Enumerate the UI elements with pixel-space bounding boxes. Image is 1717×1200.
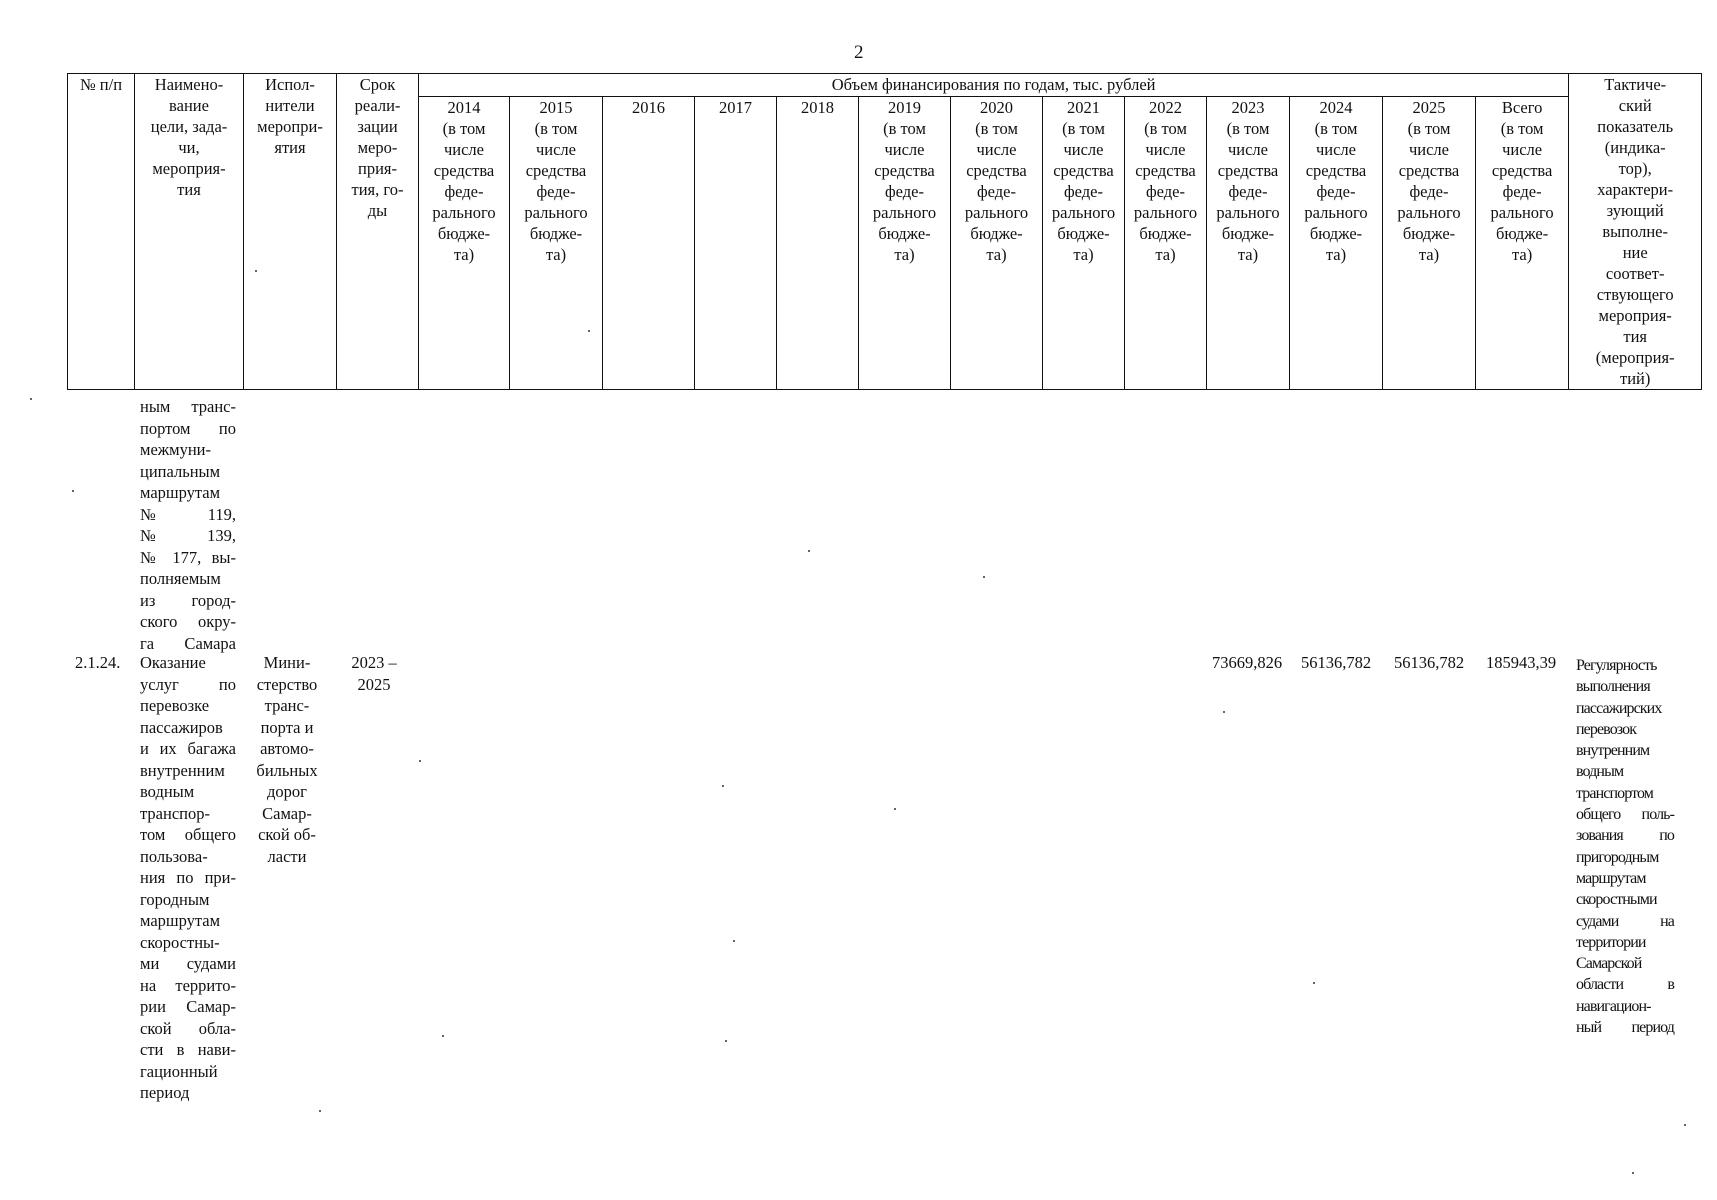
row-name: Оказание услуг по перевозке пассажиров и их багажа внутренним водным транспор- том общего пользова- ния по при- городным маршрутам скоростны- ми судами на террито- рии Самар- ской обла- сти в нави- гационный период xyxy=(140,653,236,1102)
scan-speck xyxy=(419,760,421,762)
header-year-2020: 2020 (в том числе средства феде- рального бюдже- та) xyxy=(951,97,1043,390)
row-number: 2.1.24. xyxy=(75,653,121,672)
scan-speck xyxy=(72,490,74,492)
row-value-total: 185943,39 xyxy=(1485,653,1557,672)
header-table xyxy=(67,73,1702,390)
header-year-2014: 2014 (в том числе средства феде- рального бюдже- та) xyxy=(419,97,510,390)
header-year-2023: 2023 (в том числе средства феде- рального бюдже- та) xyxy=(1207,97,1290,390)
header-period: Срок реали- зации меро- прия- тия, го- ды xyxy=(337,74,419,390)
scan-speck xyxy=(733,940,735,942)
scan-speck xyxy=(983,576,985,578)
row-value-2023: 73669,826 xyxy=(1211,653,1283,672)
header-name: Наимено- вание цели, зада- чи, мероприя- тия xyxy=(135,74,244,390)
header-year-2024: 2024 (в том числе средства феде- рального бюдже- та) xyxy=(1290,97,1383,390)
header-year-2016: 2016 xyxy=(603,97,695,390)
header-year-2017: 2017 xyxy=(695,97,777,390)
continuation-name-text: ным транс- портом по межмуни- ципальным маршрутам № 119, № 139, № 177, вы- полняемым из город- ского окру- га Самара xyxy=(140,397,236,653)
header-total: Всего (в том числе средства феде- рального бюдже- та) xyxy=(1476,97,1569,390)
header-year-2018: 2018 xyxy=(777,97,859,390)
scan-speck xyxy=(808,550,810,552)
scan-speck xyxy=(725,1040,727,1042)
scan-speck xyxy=(722,785,724,787)
row-executor: Мини- стерство транс- порта и автомо- бильных дорог Самар- ской об- ласти xyxy=(256,653,318,866)
scan-speck xyxy=(588,330,590,332)
header-executor: Испол- нители меропри- ятия xyxy=(244,74,337,390)
header-year-2015: 2015 (в том числе средства феде- рального бюдже- та) xyxy=(510,97,603,390)
scan-speck xyxy=(1223,711,1225,713)
scan-speck xyxy=(1684,1124,1686,1126)
scan-speck xyxy=(894,808,896,810)
scan-speck xyxy=(442,1035,444,1037)
header-year-2025: 2025 (в том числе средства феде- рального бюдже- та) xyxy=(1383,97,1476,390)
scan-speck xyxy=(30,398,32,400)
header-funding-title: Объем финансирования по годам, тыс. рублей xyxy=(419,74,1569,97)
page-number: 2 xyxy=(854,42,864,63)
scan-speck xyxy=(1313,982,1315,984)
scan-speck xyxy=(319,1110,321,1112)
header-num: № п/п xyxy=(68,74,135,390)
row-value-2025: 56136,782 xyxy=(1393,653,1465,672)
scan-speck xyxy=(1632,1172,1634,1174)
row-value-2024: 56136,782 xyxy=(1300,653,1372,672)
header-indicator: Тактиче- ский показатель (индика- тор), характери- зующий выполне- ние соответ- ствующего мероприя- тия (мероприя- тий) xyxy=(1569,74,1702,390)
scan-speck xyxy=(255,270,257,272)
header-year-2022: 2022 (в том числе средства феде- рального бюдже- та) xyxy=(1125,97,1207,390)
row-indicator: Регулярность выполнения пассажирских перевозок внутренним водным транспортом общего поль- зования по пригородным маршрутам скоростными судами на территории Самарской области в навигацион- ный период xyxy=(1576,657,1674,1037)
header-year-2019: 2019 (в том числе средства феде- рального бюдже- та) xyxy=(859,97,951,390)
header-year-2021: 2021 (в том числе средства феде- рального бюдже- та) xyxy=(1043,97,1125,390)
row-period: 2023 – 2025 xyxy=(351,653,397,694)
